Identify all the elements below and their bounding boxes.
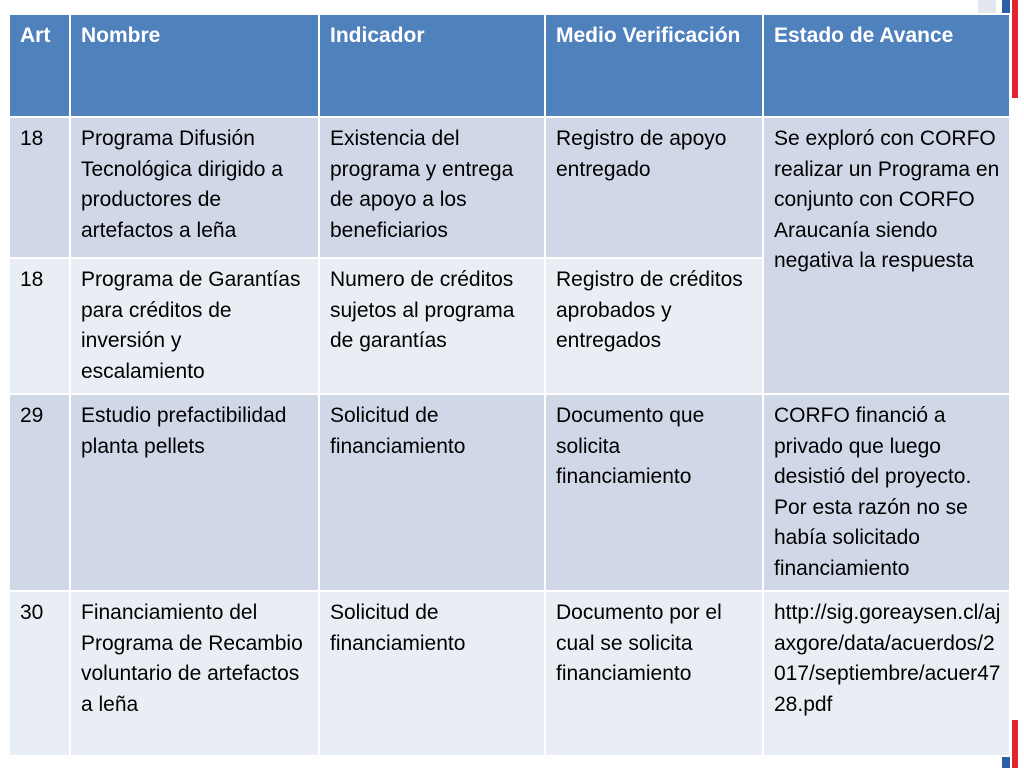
- cell-indicador: Solicitud de financiamiento: [319, 591, 545, 756]
- table-row: [9, 394, 1010, 591]
- cell-medio: Registro de apoyo entregado: [545, 117, 763, 258]
- cell-art: 18: [9, 117, 70, 258]
- corner-accent-red-bottom: [1012, 720, 1018, 768]
- cell-estado-link[interactable]: http://sig.goreaysen.cl/ajaxgore/data/acuerdos/2017/septiembre/acuer4728.pdf: [763, 591, 1010, 756]
- cell-medio: Registro de créditos aprobados y entregados: [545, 258, 763, 394]
- header-estado-avance: Estado de Avance: [763, 14, 1010, 117]
- table-row: [9, 591, 1010, 756]
- cell-estado: Se exploró con CORFO realizar un Programa en conjunto con CORFO Araucanía siendo negativa la respuesta: [763, 117, 1010, 394]
- cell-indicador: Solicitud de financiamiento: [319, 394, 545, 591]
- cell-nombre: Programa de Garantías para créditos de inversión y escalamiento: [70, 258, 319, 394]
- corner-accent-red-top: [1012, 0, 1018, 98]
- progress-table: [8, 13, 1011, 757]
- cell-indicador: Existencia del programa y entrega de apoyo a los beneficiarios: [319, 117, 545, 258]
- cell-nombre: Financiamiento del Programa de Recambio voluntario de artefactos a leña: [70, 591, 319, 756]
- cell-art: 18: [9, 258, 70, 394]
- header-indicador: Indicador: [319, 14, 545, 117]
- table-header-row: [9, 14, 1010, 117]
- corner-accent-gray: [978, 0, 996, 14]
- header-medio-verificacion: Medio Verificación: [545, 14, 763, 117]
- header-art: Art: [9, 14, 70, 117]
- cell-art: 30: [9, 591, 70, 756]
- cell-nombre: Estudio prefactibilidad planta pellets: [70, 394, 319, 591]
- table-row: [9, 117, 1010, 258]
- cell-medio: Documento que solicita financiamiento: [545, 394, 763, 591]
- cell-estado: CORFO financió a privado que luego desistió del proyecto. Por esta razón no se había solicitado financiamiento: [763, 394, 1010, 591]
- cell-nombre: Programa Difusión Tecnológica dirigido a productores de artefactos a leña: [70, 117, 319, 258]
- cell-medio: Documento por el cual se solicita financiamiento: [545, 591, 763, 756]
- cell-indicador: Numero de créditos sujetos al programa de garantías: [319, 258, 545, 394]
- cell-art: 29: [9, 394, 70, 591]
- header-nombre: Nombre: [70, 14, 319, 117]
